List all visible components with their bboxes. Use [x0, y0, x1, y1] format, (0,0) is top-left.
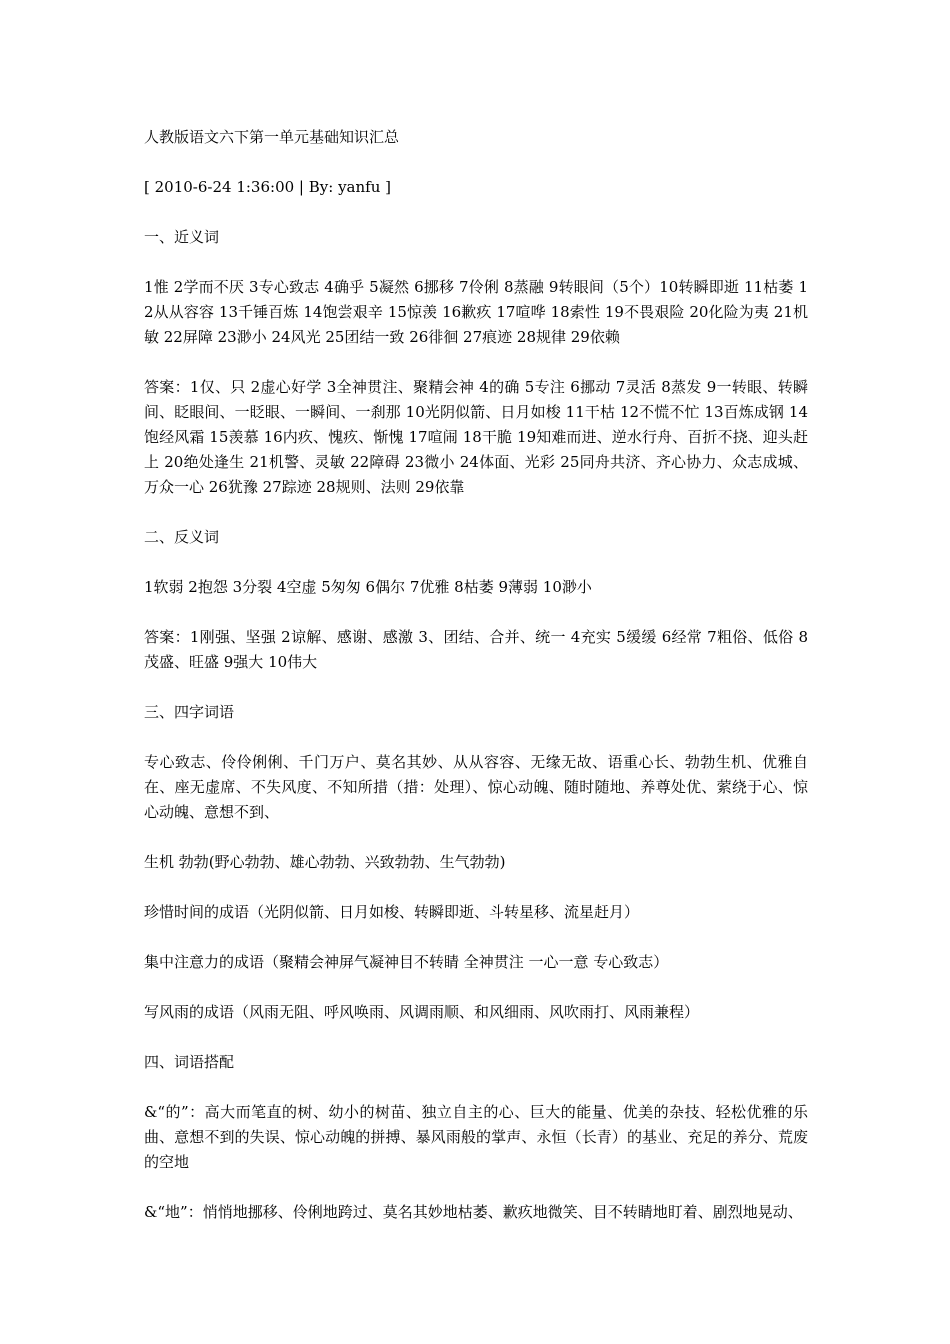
document-meta: [ 2010-6-24 1:36:00 | By: yanfu ]: [144, 178, 391, 196]
section-heading-synonyms: 一、近义词: [144, 228, 220, 246]
collocations-de: &“的”：高大而笔直的树、幼小的树苗、独立自主的心、巨大的能量、优美的杂技、轻松优雅的乐曲、意想不到的失误、惊心动魄的拼搏、暴风雨般的掌声、永恒（长青）的基业、充足的养分、荒废的空地: [144, 1103, 808, 1171]
document-title: 人教版语文六下第一单元基础知识汇总: [144, 128, 400, 146]
idioms-time: 珍惜时间的成语（光阴似箭、日月如梭、转瞬即逝、斗转星移、流星赶月）: [144, 903, 640, 921]
synonyms-answer: 答案：1仅、只 2虚心好学 3全神贯注、聚精会神 4的确 5专注 6挪动 7灵活 8蒸发 9一转眼、转瞬间、眨眼间、一眨眼、一瞬间、一刹那 10光阴似箭、日月如梭 11干枯 12不慌不忙 13百炼成钢 14饱经风霜 15羡慕 16内疚、愧疚、惭愧 17喧闹 18干脆 19知难而进、逆水行舟、百折不挠、迎头赶上 20绝处逢生 21机警、灵敏 22障碍 23微小 24体面、光彩 25同舟共济、齐心协力、众志成城、万众一心 26犹豫 27踪迹 28规则、法则 29依靠: [144, 378, 808, 496]
document-page: [144, 125, 808, 1250]
idioms-wind-rain: 写风雨的成语（风雨无阻、呼风唤雨、风调雨顺、和风细雨、风吹雨打、风雨兼程）: [144, 1003, 700, 1021]
antonyms-list: 1软弱 2抱怨 3分裂 4空虚 5匆匆 6偶尔 7优雅 8枯萎 9薄弱 10渺小: [144, 578, 592, 596]
antonyms-answer: 答案：1刚强、坚强 2谅解、感谢、感激 3、团结、合并、统一 4充实 5缓缓 6经常 7粗俗、低俗 8茂盛、旺盛 9强大 10伟大: [144, 628, 808, 671]
section-heading-antonyms: 二、反义词: [144, 528, 220, 546]
section-heading-collocations: 四、词语搭配: [144, 1053, 235, 1071]
idioms-attention: 集中注意力的成语（聚精会神屏气凝神目不转睛 全神贯注 一心一意 专心致志）: [144, 953, 669, 971]
idioms-bobo: 生机 勃勃(野心勃勃、雄心勃勃、兴致勃勃、生气勃勃): [144, 853, 506, 871]
section-heading-idioms: 三、四字词语: [144, 703, 235, 721]
synonyms-list: 1惟 2学而不厌 3专心致志 4确乎 5凝然 6挪移 7伶俐 8蒸融 9转眼间（5个）10转瞬即逝 11枯萎 12从从容容 13千锤百炼 14饱尝艰辛 15惊羡 16歉疚 17喧哗 18索性 19不畏艰险 20化险为夷 21机敏 22屏障 23渺小 24风光 25团结一致 26徘徊 27痕迹 28规律 29依赖: [144, 278, 808, 346]
idioms-list: 专心致志、伶伶俐俐、千门万户、莫名其妙、从从容容、无缘无故、语重心长、勃勃生机、优雅自在、座无虚席、不失风度、不知所措（措：处理）、惊心动魄、随时随地、养尊处优、萦绕于心、惊心动魄、意想不到、: [144, 753, 808, 821]
collocations-di: &“地”：悄悄地挪移、伶俐地跨过、莫名其妙地枯萎、歉疚地微笑、目不转睛地盯着、剧烈地晃动、: [144, 1203, 803, 1221]
